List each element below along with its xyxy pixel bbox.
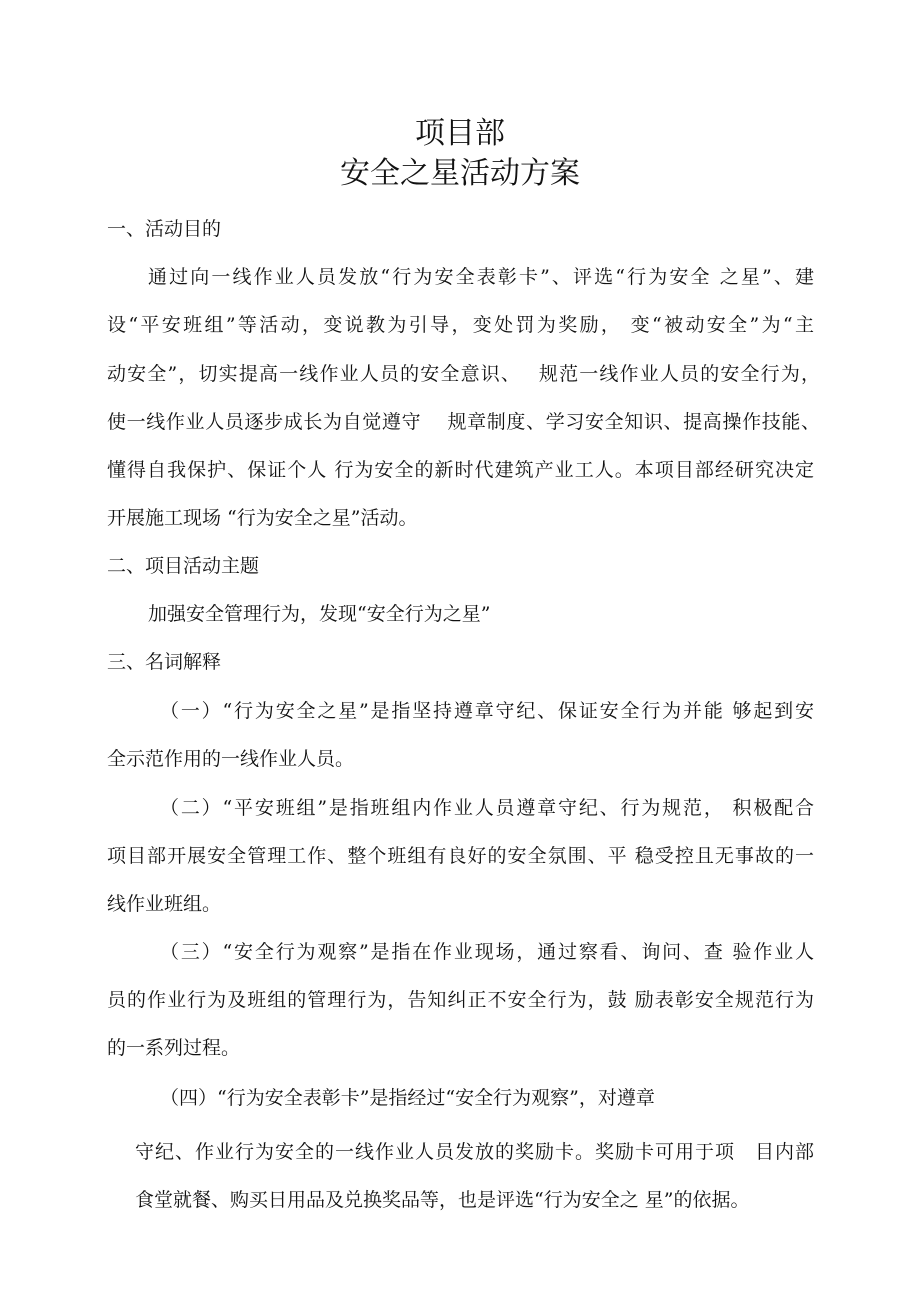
definition-line: 项目部开展安全管理工作、整个班组有良好的安全氛围、平 稳受控且无事故的一 xyxy=(107,845,814,867)
definition-line: 食堂就餐、购买日用品及兑换奖品等，也是评选“行为安全之 星”的依据。 xyxy=(135,1189,750,1211)
section-heading-definitions: 三、名词解释 xyxy=(107,651,222,673)
definition-line: （四）“行为安全表彰卡”是指经过“安全行为观察”，对遵章 xyxy=(160,1087,655,1109)
doc-title-line1: 项目部 xyxy=(415,116,505,151)
section-heading-theme: 二、项目活动主题 xyxy=(107,555,260,577)
definition-line: 员的作业行为及班组的管理行为，告知纠正不安全行为，鼓 励表彰安全规范行为 xyxy=(107,989,814,1011)
paragraph-line: 开展施工现场 “行为安全之星”活动。 xyxy=(107,507,418,529)
paragraph-line: 使一线作业人员逐步成长为自觉遵守 规章制度、学习安全知识、提高操作技能、 xyxy=(107,411,820,433)
doc-title-line2: 安全之星活动方案 xyxy=(340,156,580,191)
definition-line: （一）“行为安全之星”是指坚持遵章守纪、保证安全行为并能 够起到安 xyxy=(160,700,814,722)
definition-line: 的一系列过程。 xyxy=(107,1037,241,1059)
definition-line: （三）“安全行为观察”是指在作业现场，通过察看、询问、查 验作业人 xyxy=(160,941,814,963)
paragraph-line: 动安全”，切实提高一线作业人员的安全意识、 规范一线作业人员的安全行为， xyxy=(107,363,820,385)
definition-line: 线作业班组。 xyxy=(107,893,222,915)
section-heading-purpose: 一、活动目的 xyxy=(107,218,222,240)
theme-statement: 加强安全管理行为，发现“安全行为之星” xyxy=(148,603,491,625)
paragraph-line: 懂得自我保护、保证个人 行为安全的新时代建筑产业工人。本项目部经研究决定 xyxy=(107,459,814,481)
definition-line: 全示范作用的一线作业人员。 xyxy=(107,748,355,770)
definition-line: 守纪、作业行为安全的一线作业人员发放的奖励卡。奖励卡可用于项 目内部 xyxy=(135,1141,814,1163)
definition-line: （二）“平安班组”是指班组内作业人员遵章守纪、行为规范， 积极配合 xyxy=(160,797,814,819)
paragraph-line: 通过向一线作业人员发放“行为安全表彰卡”、评选“行为安全 之星”、建 xyxy=(148,266,814,288)
paragraph-line: 设“平安班组”等活动，变说教为引导，变处罚为奖励， 变“被动安全”为“主 xyxy=(107,314,814,336)
